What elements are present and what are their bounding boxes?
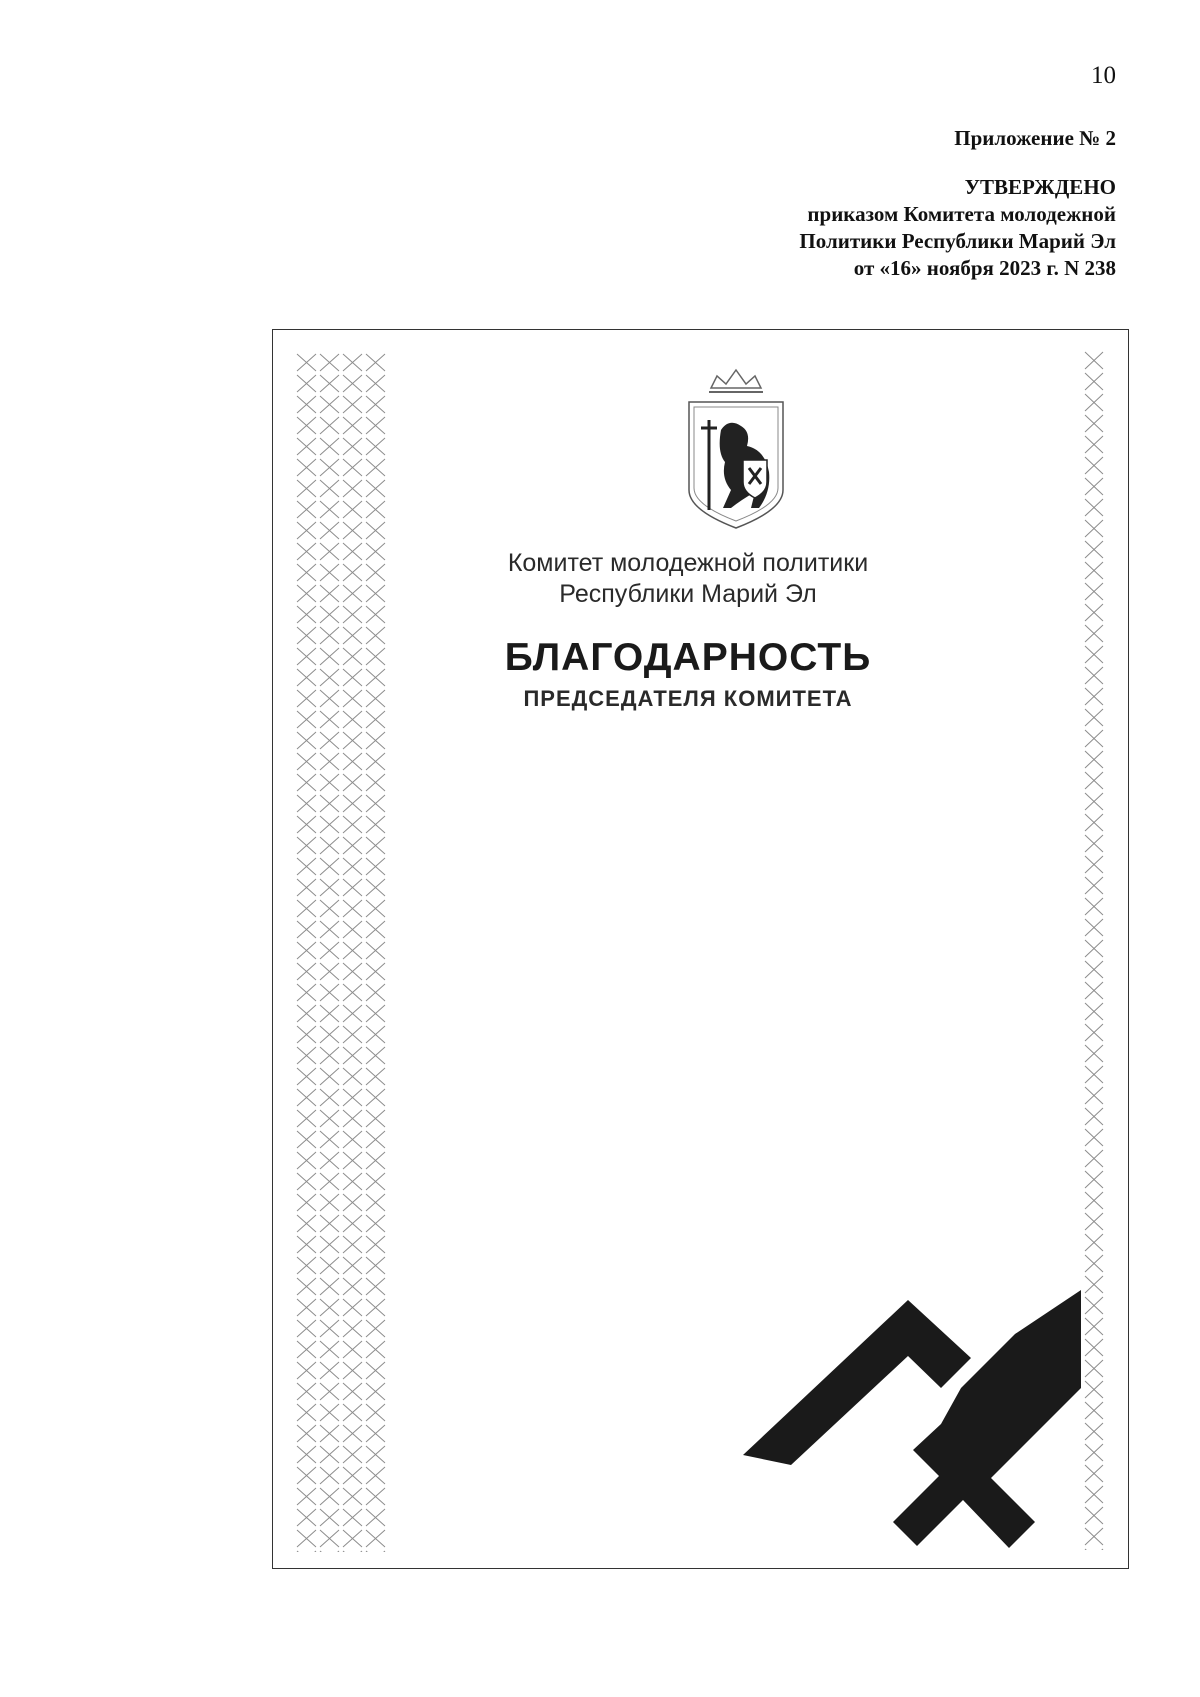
committee-line-1: Комитет молодежной политики — [507, 549, 869, 577]
coat-of-arms-icon — [681, 360, 791, 530]
mari-ornament-icon — [743, 1290, 1083, 1550]
committee-line-2: Республики Марий Эл — [559, 580, 817, 608]
certificate-title: БЛАГОДАРНОСТЬ — [504, 636, 872, 679]
page-number: 10 — [1091, 62, 1116, 89]
certificate-subtitle: ПРЕДСЕДАТЕЛЯ КОМИТЕТА — [523, 686, 853, 711]
approved-label: УТВЕРЖДЕНО — [964, 175, 1116, 199]
approval-line-2: Политики Республики Марий Эл — [799, 229, 1116, 253]
approval-line-3: от «16» ноября 2023 г. N 238 — [853, 256, 1116, 280]
approval-line-1: приказом Комитета молодежной — [807, 202, 1116, 226]
committee-name — [473, 548, 903, 610]
cross-pattern-right — [1082, 350, 1106, 1550]
approval-block — [516, 125, 1116, 282]
appendix-label: Приложение № 2 — [954, 126, 1116, 150]
certificate-form — [272, 329, 1129, 1569]
cross-pattern-left — [295, 352, 387, 1552]
